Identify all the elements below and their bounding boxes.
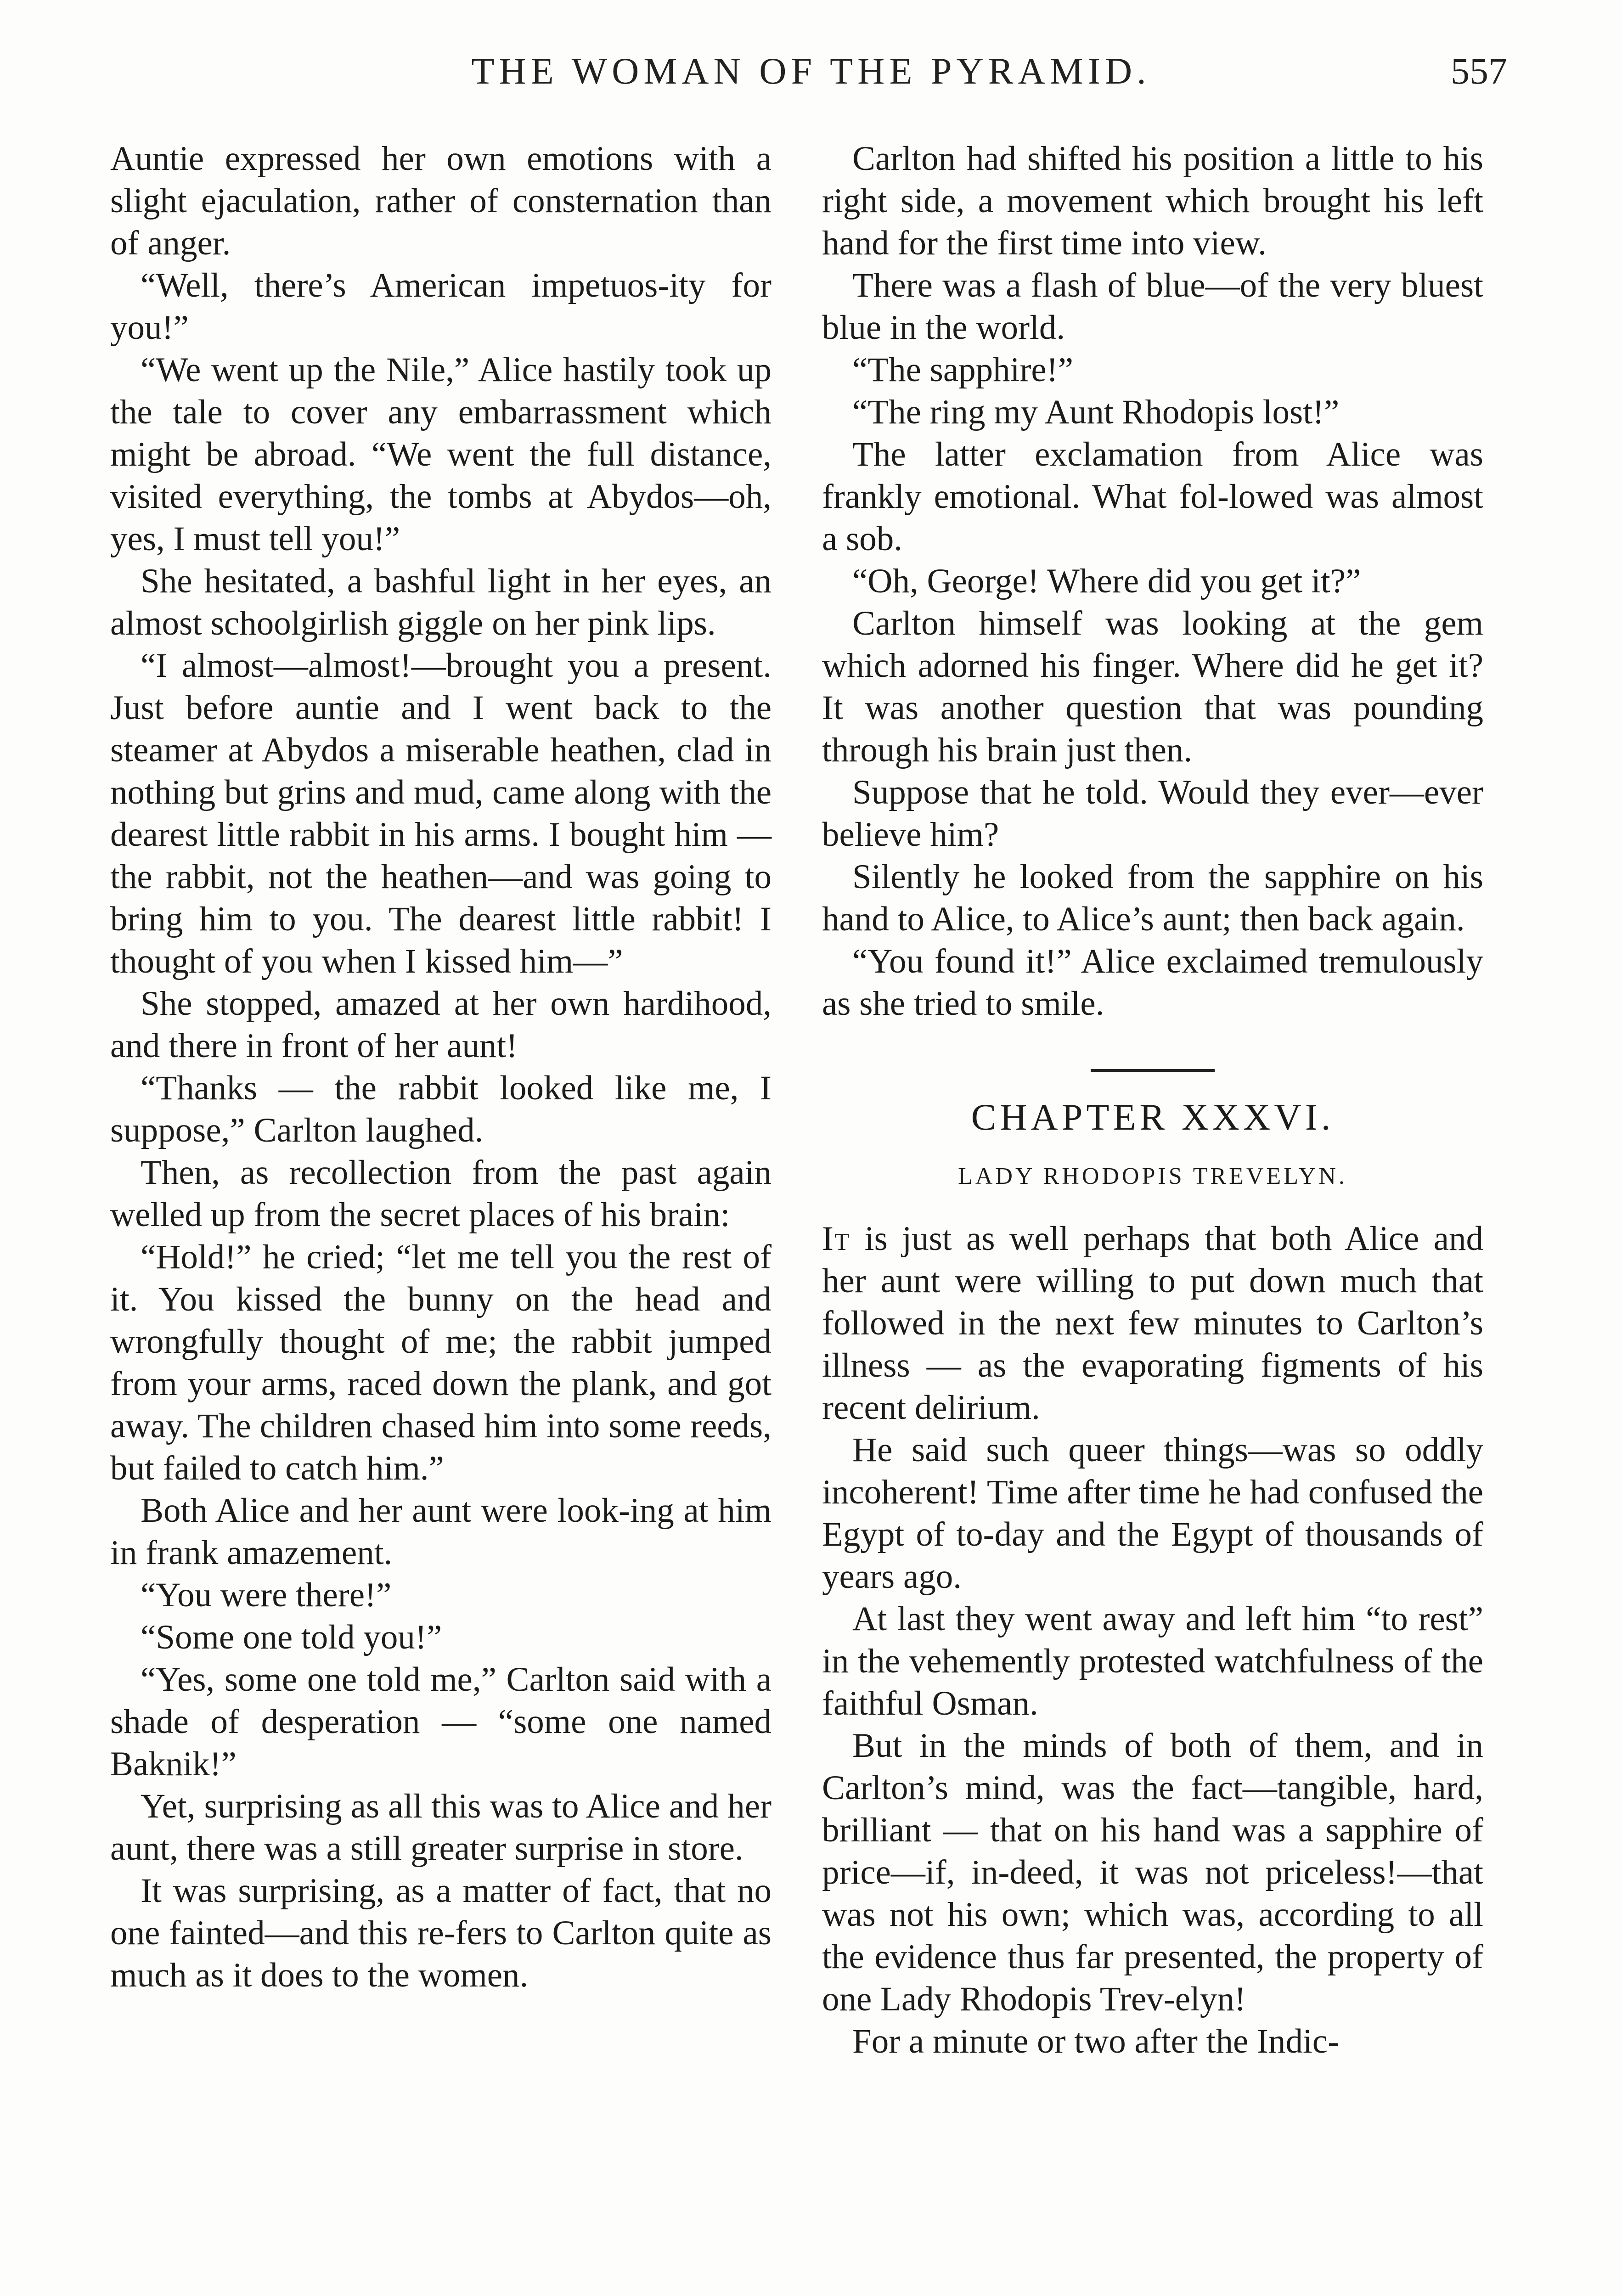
paragraph: Then, as recollection from the past again welled up from the secret places of his brain: <box>110 1154 772 1234</box>
paragraph: Carlton had shifted his position a little to his right side, a movement which brought his left hand for the first time into view. <box>822 140 1483 262</box>
chapter-opening-paragraph <box>822 1218 1483 1429</box>
paragraph: “The ring my Aunt Rhodopis lost!” <box>852 393 1340 431</box>
chapter-subtitle: LADY RHODOPIS TREVELYN. <box>958 1163 1347 1189</box>
left-column <box>110 138 772 1997</box>
opening-paragraph-text: is just as well perhaps that both Alice and her aunt were willing to put down much that followed in the next few minutes to Carlton’s illness — as the evaporating figments of his recent delirium. <box>822 1220 1483 1427</box>
paragraph: Both Alice and her aunt were look-ing at him in frank amazement. <box>110 1491 772 1572</box>
paragraph: “The sapphire!” <box>852 351 1073 389</box>
chapter-title: CHAPTER XXXVI. <box>971 1096 1335 1138</box>
paragraph: But in the minds of both of them, and in Carlton’s mind, was the fact—tangible, hard, brilliant — that on his hand was a sapphire of price—if, in-deed, it was not priceless!—that was not his own; which was, according to all the evidence thus far presented, the property of one Lady Rhodopis Trev-elyn! <box>822 1727 1483 2018</box>
paragraph: “Well, there’s American impetuos-ity for you!” <box>110 266 772 347</box>
paragraph: Silently he looked from the sapphire on his hand to Alice, to Alice’s aunt; then back again. <box>822 858 1483 938</box>
paragraph: The latter exclamation from Alice was frankly emotional. What fol-lowed was almost a sob. <box>822 435 1483 558</box>
opening-word: It <box>822 1220 850 1258</box>
paragraph: For a minute or two after the Indic- <box>852 2022 1340 2060</box>
paragraph: She stopped, amazed at her own hardihood, and there in front of her aunt! <box>110 985 772 1065</box>
paragraph: “Thanks — the rabbit looked like me, I suppose,” Carlton laughed. <box>110 1069 772 1149</box>
paragraph: Auntie expressed her own emotions with a slight ejaculation, rather of consternation than of anger. <box>110 140 772 262</box>
running-title: THE WOMAN OF THE PYRAMID. <box>471 50 1151 92</box>
paragraph: “Some one told you!” <box>141 1618 442 1656</box>
paragraph: “You found it!” Alice exclaimed tremulously as she tried to smile. <box>822 942 1483 1023</box>
section-divider <box>1091 1069 1215 1072</box>
paragraph: It was surprising, as a matter of fact, that no one fainted—and this re-fers to Carlton quite as much as it does to the women. <box>110 1872 772 1994</box>
paragraph: “We went up the Nile,” Alice hastily took up the tale to cover any embarrassment which might be abroad. “We went the full distance, visited everything, the tombs at Abydos—oh, yes, I must tell you!” <box>110 351 772 558</box>
running-head <box>110 46 1512 96</box>
paragraph: He said such queer things—was so oddly incoherent! Time after time he had confused the Egypt of to-day and the Egypt of thousands of years ago. <box>822 1431 1483 1596</box>
page-number: 557 <box>1451 50 1507 92</box>
paragraph: “Oh, George! Where did you get it?” <box>852 562 1361 600</box>
paragraph: “Yes, some one told me,” Carlton said with a shade of desperation — “some one named Baknik!” <box>110 1660 772 1783</box>
paragraph: “I almost—almost!—brought you a present. Just before auntie and I went back to the steamer at Abydos a miserable heathen, clad in nothing but grins and mud, came along with the dearest little rabbit in his arms. I bought him — the rabbit, not the heathen—and was going to bring him to you. The dearest little rabbit! I thought of you when I kissed him—” <box>110 647 772 980</box>
right-column <box>822 138 1483 2063</box>
paragraph: Suppose that he told. Would they ever—ever believe him? <box>822 773 1483 854</box>
paragraph: There was a flash of blue—of the very bluest blue in the world. <box>822 266 1483 347</box>
paragraph: “You were there!” <box>141 1576 392 1614</box>
paragraph: At last they went away and left him “to rest” in the vehemently protested watchfulness of the faithful Osman. <box>822 1600 1483 1722</box>
paragraph: She hesitated, a bashful light in her eyes, an almost schoolgirlish giggle on her pink lips. <box>110 562 772 642</box>
paragraph: Yet, surprising as all this was to Alice and her aunt, there was a still greater surprise in store. <box>110 1787 772 1868</box>
paragraph: Carlton himself was looking at the gem which adorned his finger. Where did he get it? It was another question that was pounding through his brain just then. <box>822 604 1483 769</box>
paragraph: “Hold!” he cried; “let me tell you the rest of it. You kissed the bunny on the head and wrongfully thought of me; the rabbit jumped from your arms, raced down the plank, and got away. The children chased him into some reeds, but failed to catch him.” <box>110 1238 772 1487</box>
